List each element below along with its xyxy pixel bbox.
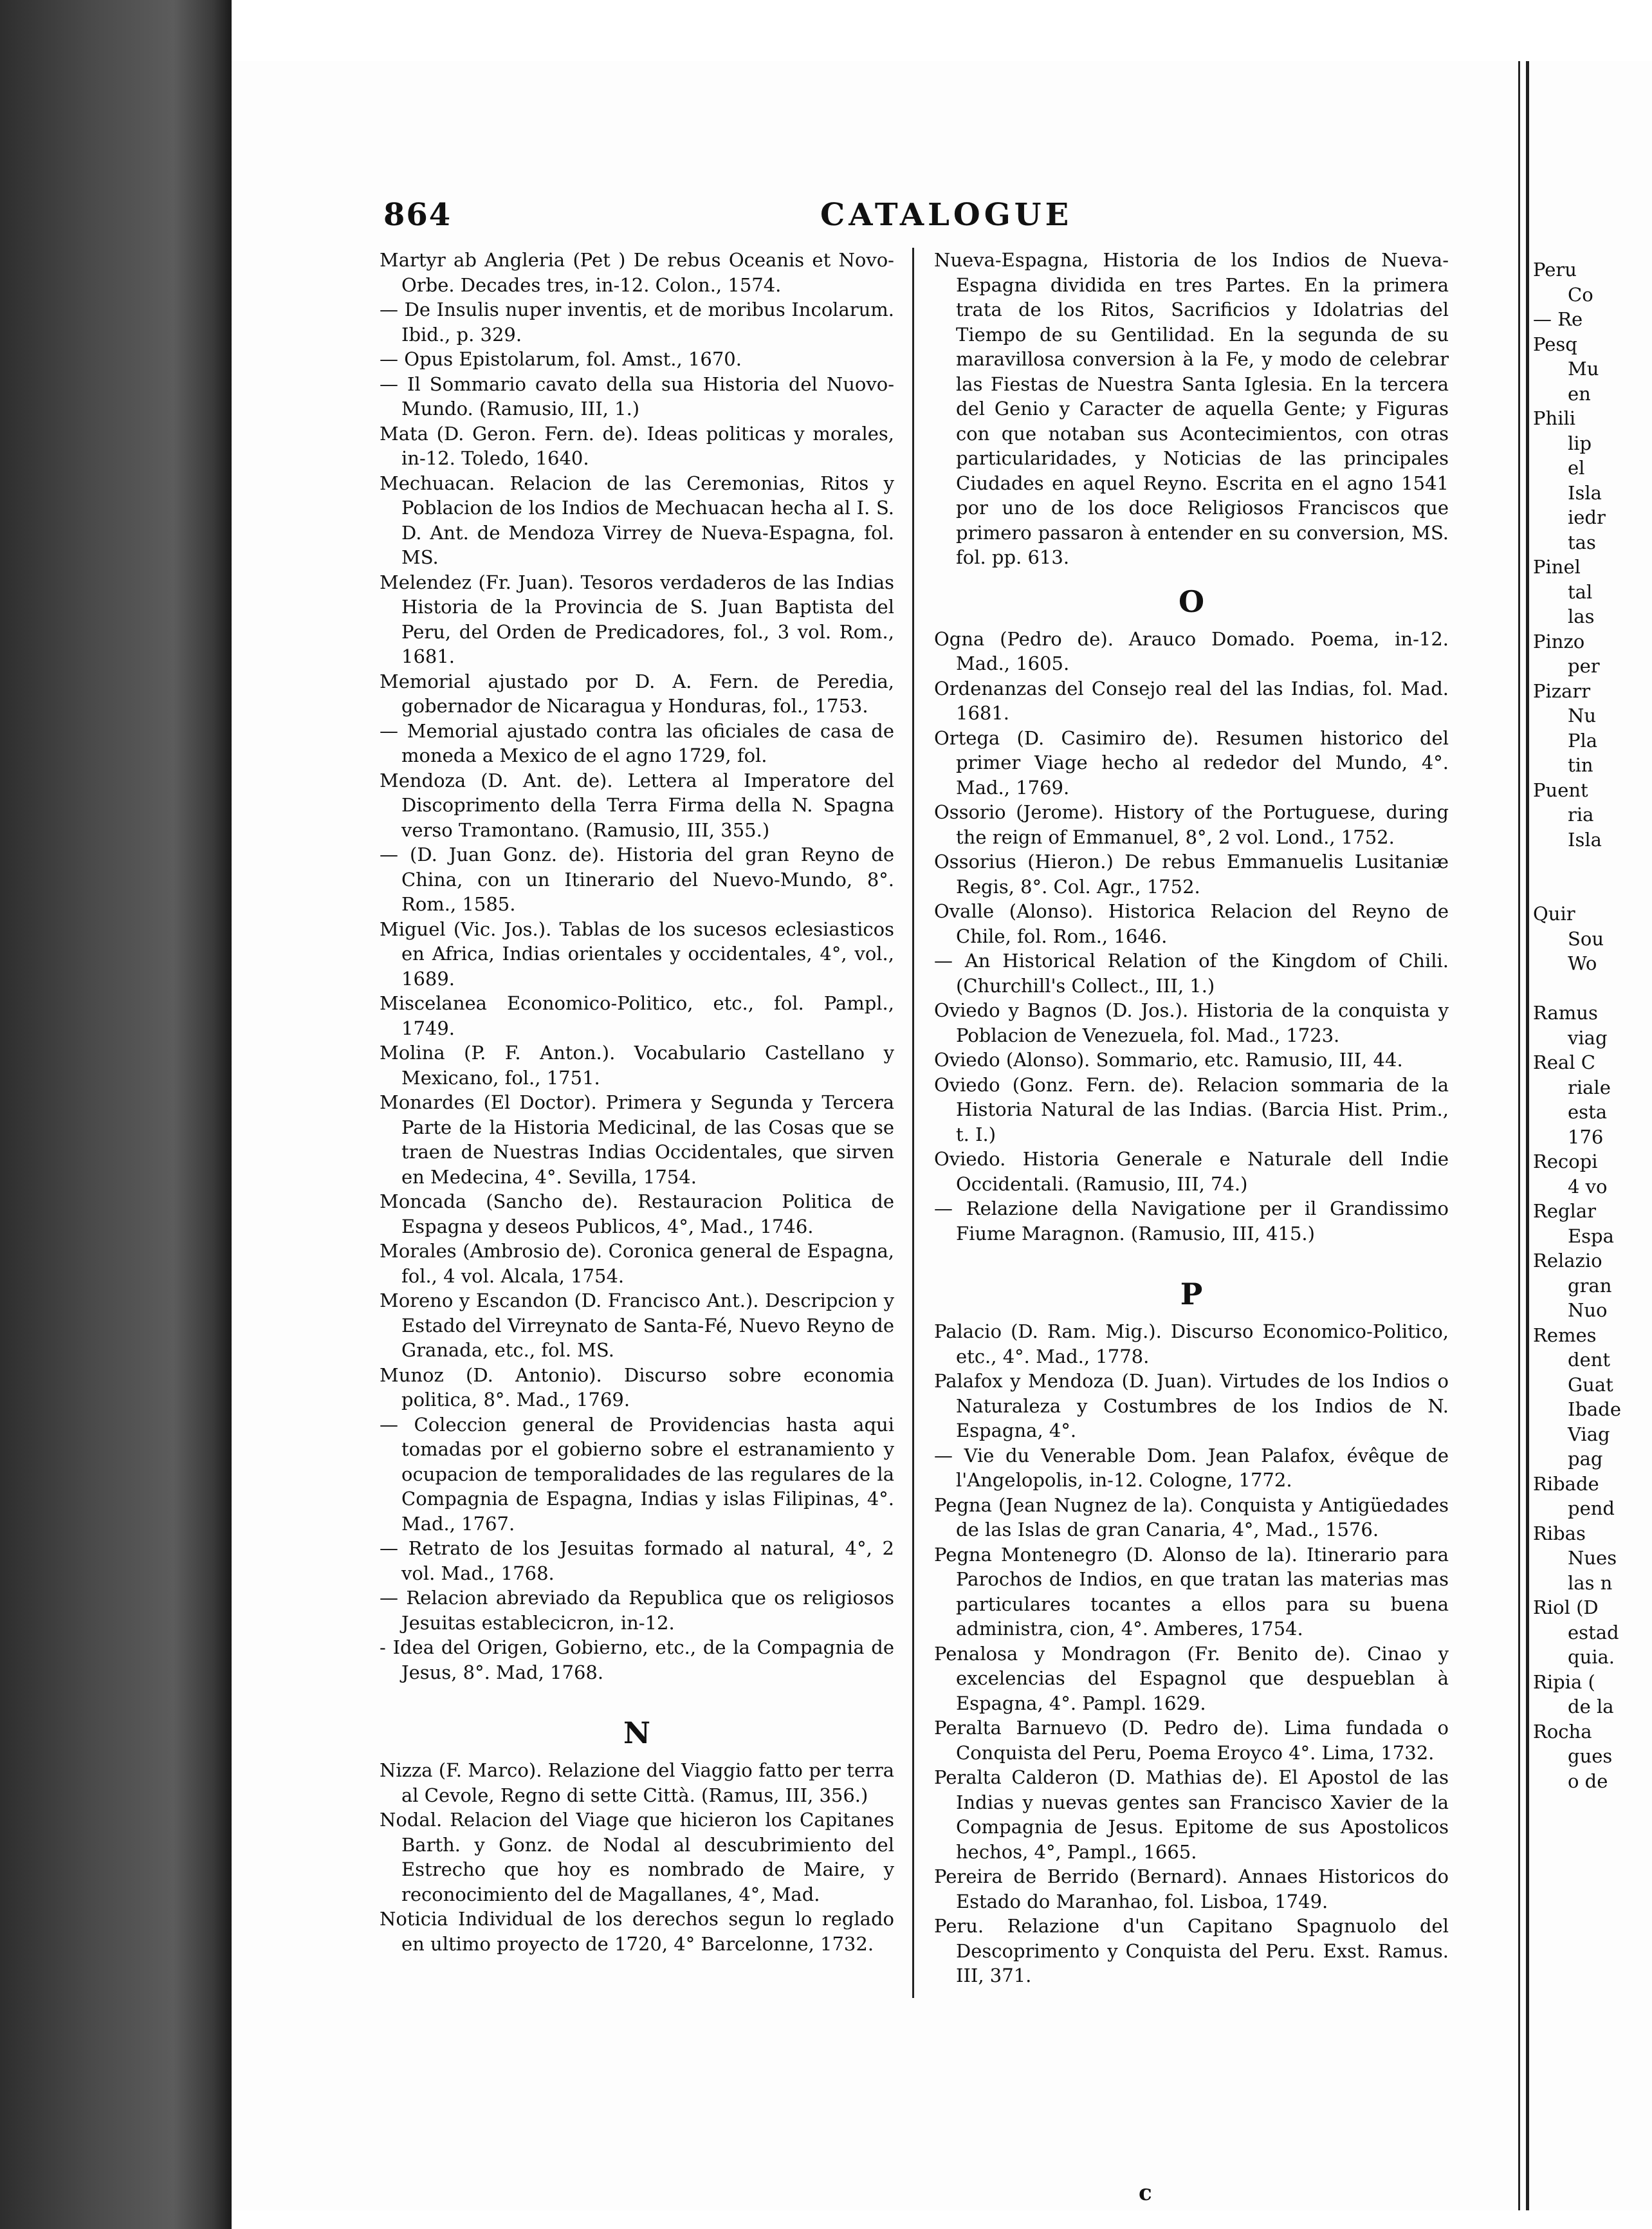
facing-page-line: Relazio [1533, 1250, 1602, 1272]
catalogue-entry: — Il Sommario cavato della sua Historia del Nuovo-Mundo. (Ramusio, III, 1.) [380, 373, 894, 420]
right-column [934, 248, 1449, 1998]
facing-page-line: o de [1568, 1770, 1608, 1792]
facing-page-line: Pinel [1533, 556, 1581, 578]
catalogue-entry: Ossorius (Hieron.) De rebus Emmanuelis Lusitaniæ Regis, 8°. Col. Agr., 1752. [934, 851, 1449, 898]
catalogue-entry: Monardes (El Doctor). Primera y Segunda y Tercera Parte de la Historia Medicinal, de las Cosas que se traen de Nuestras Indias Occidentales, que sirven en Medecina, 4°. Sevilla, 1754. [380, 1091, 894, 1188]
facing-page-line: Phili [1533, 407, 1576, 429]
facing-page-line: ria [1568, 804, 1594, 826]
facing-page-line: de la [1568, 1696, 1614, 1717]
catalogue-entry: — Relazione della Navigatione per il Grandissimo Fiume Maragnon. (Ramusio, III, 415.) [934, 1198, 1449, 1244]
catalogue-entry: Ogna (Pedro de). Arauco Domado. Poema, in-12. Mad., 1605. [934, 627, 1449, 674]
catalogue-entry: Ovalle (Alonso). Historica Relacion del Reyno de Chile, fol. Rom., 1646. [934, 900, 1449, 947]
scan-mark: c [1139, 2180, 1152, 2206]
facing-page-line: Ribade [1533, 1472, 1599, 1495]
facing-page-line: Isla [1568, 828, 1602, 851]
left-column [380, 248, 894, 1998]
facing-page-line: Ripia ( [1533, 1670, 1595, 1693]
catalogue-entry: — De Insulis nuper inventis, et de moribus Incolarum. Ibid., p. 329. [380, 299, 894, 346]
catalogue-entry: Penalosa y Mondragon (Fr. Benito de). Cinao y excelencias del Espagnol que despueblan à Espagna, 4°. Pampl. 1629. [934, 1642, 1449, 1714]
facing-page-line: gues [1568, 1745, 1613, 1767]
facing-page-line: Wo [1568, 952, 1597, 974]
catalogue-entry: Mendoza (D. Ant. de). Lettera al Imperatore del Discoprimento della Terra Firma della N. Spagna verso Tramontano. (Ramusio, III, 355.) [380, 769, 894, 841]
catalogue-entry: Pegna Montenegro (D. Alonso de la). Itinerario para Parochos de Indios, en que tratan las materias mas particulares tocantes a ellos para su buena administra, cion, 4°. Amberes, 1754. [934, 1543, 1449, 1640]
catalogue-entry: - Idea del Origen, Gobierno, etc., de la Compagnia de Jesus, 8°. Mad, 1768. [380, 1636, 894, 1683]
facing-page-line: Espa [1568, 1225, 1614, 1247]
catalogue-entry: Melendez (Fr. Juan). Tesoros verdaderos de las Indias Historia de la Provincia de S. Juan Baptista del Peru, del Orden de Predicadores, fol., 3 vol. Rom., 1681. [380, 571, 894, 667]
scan-binding-shadow [0, 0, 232, 2229]
catalogue-entry: Nizza (F. Marco). Relazione del Viaggio fatto per terra al Cevole, Regno di sette Città. (Ramus, III, 356.) [380, 1759, 894, 1806]
left-entries-n [380, 1758, 894, 1956]
catalogue-entry: Ossorio (Jerome). History of the Portuguese, during the reign of Emmanuel, 8°, 2 vol. Lond., 1752. [934, 801, 1449, 848]
facing-page-line: 4 vo [1568, 1175, 1608, 1198]
facing-page-line: Guat [1568, 1373, 1613, 1396]
facing-page-line: Viag [1568, 1423, 1610, 1445]
facing-page-line: viag [1568, 1026, 1608, 1049]
catalogue-entry: Peralta Calderon (D. Mathias de). El Apostol de las Indias y nuevas gentes san Francisco Xavier de la Compagnia de Jesus. Epitome de sus Apostolicos hechos, 4°, Pampl., 1665. [934, 1766, 1449, 1863]
section-gap [934, 1246, 1449, 1262]
facing-page-line [1529, 976, 1652, 1001]
facing-page-line [1529, 877, 1652, 902]
facing-page-line: Recopi [1533, 1151, 1598, 1172]
catalogue-entry: Nueva-Espagna, Historia de los Indios de Nueva-Espagna dividida en tres Partes. En la primera trata de los Ritos, Sacrificios y Idolatrias del Tiempo de su Gentilidad. En la segunda de su maravillosa conversion à la Fe, y modo de celebrar las Fiestas de Nuestra Santa Iglesia. En la tercera del Genio y Caracter de aquella Gente; y Figuras con que notaban sus Acontecimientos, con otras particularidades, y Noticias de las principales Ciudades en aquel Reyno. Escrita en el agno 1541 por uno de los doce Religiosos Franciscos que primero passaron à entender en su conversion, MS. fol. pp. 613. [934, 249, 1449, 568]
facing-page-line: Rocha [1533, 1720, 1592, 1743]
catalogue-entry: Palacio (D. Ram. Mig.). Discurso Economico-Politico, etc., 4°. Mad., 1778. [934, 1320, 1449, 1367]
facing-page-line: Peru [1533, 259, 1577, 281]
facing-page-line: Remes [1533, 1324, 1597, 1346]
catalogue-entry: Memorial ajustado por D. A. Fern. de Peredia, gobernador de Nicaragua y Honduras, fol., 1753. [380, 670, 894, 717]
section-letter-p: P [1180, 1277, 1203, 1311]
facing-page-line: tin [1568, 754, 1593, 776]
facing-page-line: Nuo [1568, 1299, 1608, 1321]
catalogue-entry: Pegna (Jean Nugnez de la). Conquista y Antigüedades de las Islas de gran Canaria, 4°, Mad., 1576. [934, 1494, 1449, 1540]
catalogue-entry: Miguel (Vic. Jos.). Tablas de los sucesos eclesiasticos en Africa, Indias orientales y occidentales, 4°, vol., 1689. [380, 918, 894, 990]
facing-page-line: 176 [1568, 1125, 1604, 1148]
catalogue-entry: — (D. Juan Gonz. de). Historia del gran Reyno de China, con un Itinerario del Nuevo-Mundo, 8°. Rom., 1585. [380, 844, 894, 915]
catalogue-entry: Palafox y Mendoza (D. Juan). Virtudes de los Indios o Naturaleza y Costumbres de los Indios de N. Espagna, 4°. [934, 1370, 1449, 1441]
right-entries-p [934, 1319, 1449, 1988]
catalogue-entry: Ortega (D. Casimiro de). Resumen historico del primer Viage hecho al rededor del Mundo, 4°. Mad., 1769. [934, 726, 1449, 799]
catalogue-entry: Peralta Barnuevo (D. Pedro de). Lima fundada o Conquista del Peru, Poema Eroyco 4°. Lima, 1732. [934, 1717, 1449, 1764]
facing-page-line [1529, 852, 1652, 877]
facing-page-line: dent [1568, 1349, 1611, 1371]
facing-page-line: Isla [1568, 481, 1602, 504]
right-entries-top [934, 248, 1449, 570]
catalogue-entry: Pereira de Berrido (Bernard). Annaes Historicos do Estado do Maranhao, fol. Lisboa, 1749. [934, 1865, 1449, 1912]
facing-page-line: Nues [1568, 1547, 1617, 1569]
facing-page-line: gran [1568, 1274, 1612, 1297]
facing-page-line: pend [1568, 1497, 1615, 1519]
facing-page-line: quia. [1568, 1646, 1615, 1668]
facing-page-line: Ibade [1568, 1398, 1622, 1420]
section-gap [380, 1685, 894, 1701]
catalogue-entry: Miscelanea Economico-Politico, etc., fol. Pampl., 1749. [380, 992, 894, 1039]
facing-page-line: tas [1568, 531, 1596, 553]
catalogue-entry: — Relacion abreviado da Republica que os religiosos Jesuitas establecicron, in-12. [380, 1587, 894, 1634]
facing-page-line: Ramus [1533, 1002, 1598, 1024]
section-letter-o: O [1178, 584, 1205, 619]
catalogue-entry: Moreno y Escandon (D. Francisco Ant.). Descripcion y Estado del Virreynato de Santa-Fé, Nuevo Reyno de Granada, etc., fol. MS. [380, 1290, 894, 1361]
facing-page-line: Mu [1568, 358, 1599, 380]
facing-page-line: Pesq [1533, 333, 1577, 355]
facing-page-line: Reglar [1533, 1200, 1596, 1222]
facing-page-line: riale [1568, 1076, 1611, 1098]
catalogue-entry: — Memorial ajustado contra las oficiales de casa de moneda a Mexico de el agno 1729, fol. [380, 719, 894, 766]
facing-page-line: Ribas [1533, 1522, 1586, 1544]
facing-page-lines [1529, 61, 1652, 1793]
section-letter-n: N [623, 1716, 651, 1750]
catalogue-entry: Molina (P. F. Anton.). Vocabulario Castellano y Mexicano, fol., 1751. [380, 1042, 894, 1089]
facing-page-line: Pizarr [1533, 680, 1591, 702]
catalogue-entry: Mechuacan. Relacion de las Ceremonias, Ritos y Poblacion de los Indios de Mechuacan hecha al I. S. D. Ant. de Mendoza Virrey de Nueva-Espagna, fol. MS. [380, 472, 894, 568]
left-entries [380, 248, 894, 1685]
catalogue-entry: Oviedo y Bagnos (D. Jos.). Historia de la conquista y Poblacion de Venezuela, fol. Mad., 1723. [934, 999, 1449, 1046]
catalogue-entry: Munoz (D. Antonio). Discurso sobre economia politica, 8°. Mad., 1769. [380, 1364, 894, 1410]
facing-page-line: Riol (D [1533, 1596, 1599, 1618]
facing-page-line: Quir [1533, 903, 1575, 925]
catalogue-entry: Ordenanzas del Consejo real del las Indias, fol. Mad. 1681. [934, 677, 1449, 724]
catalogue-entry: — Coleccion general de Providencias hasta aqui tomadas por el gobierno sobre el estranamiento y ocupacion de temporalidades de las regulares de la Compagnia de Espagna, Indias y islas Filipinas, 4°. Mad., 1767. [380, 1413, 894, 1535]
facing-page-line: las n [1568, 1571, 1613, 1594]
catalogue-entry: Oviedo (Alonso). Sommario, etc. Ramusio, III, 44. [934, 1049, 1403, 1071]
facing-page-line: Real C [1533, 1051, 1595, 1073]
facing-page-line: Sou [1568, 927, 1604, 950]
facing-page-line: Pinzo [1533, 630, 1585, 652]
column-rule [912, 248, 914, 1998]
catalogue-entry: Oviedo. Historia Generale e Naturale dell Indie Occidentali. (Ramusio, III, 74.) [934, 1148, 1449, 1195]
catalogue-entry: — An Historical Relation of the Kingdom of Chili. (Churchill's Collect., III, 1.) [934, 950, 1449, 997]
facing-page-line: per [1568, 655, 1600, 677]
catalogue-entry: Oviedo (Gonz. Fern. de). Relacion sommaria de la Historia Natural de las Indias. (Barcia Hist. Prim., t. I.) [934, 1073, 1449, 1145]
catalogue-entry: Mata (D. Geron. Fern. de). Ideas politicas y morales, in-12. Toledo, 1640. [380, 422, 894, 469]
facing-page-line: Puent [1533, 779, 1588, 801]
facing-page-line: tal [1568, 580, 1593, 603]
catalogue-entry: — Vie du Venerable Dom. Jean Palafox, évêque de l'Angelopolis, in-12. Cologne, 1772. [934, 1444, 1449, 1491]
facing-page-line: Nu [1568, 705, 1597, 726]
facing-page-line: lip [1568, 432, 1592, 454]
catalogue-entry: Morales (Ambrosio de). Coronica general de Espagna, fol., 4 vol. Alcala, 1754. [380, 1240, 894, 1287]
catalogue-entry: Peru. Relazione d'un Capitano Spagnuolo del Descoprimento y Conquista del Peru. Exst. Ramus. III, 371. [934, 1915, 1449, 1986]
catalogue-entry: Nodal. Relacion del Viage que hicieron los Capitanes Barth. y Gonz. de Nodal al descubrimiento del Estrecho que hoy es nombrado de Maire, y reconocimiento del de Magallanes, 4°, Mad. [380, 1809, 894, 1905]
facing-page-line: el [1568, 457, 1585, 479]
catalogue-entry: Noticia Individual de los derechos segun lo reglado en ultimo proyecto de 1720, 4° Barcelonne, 1732. [380, 1908, 894, 1955]
right-entries-o [934, 627, 1449, 1246]
facing-page-line: Co [1568, 283, 1593, 306]
facing-page-line: en [1568, 382, 1591, 405]
facing-page-line: las [1568, 606, 1595, 627]
facing-page-line: iedr [1568, 506, 1606, 528]
facing-page-line: pag [1568, 1448, 1603, 1470]
facing-page-line: Pla [1568, 729, 1598, 752]
page-number: 864 [383, 197, 452, 233]
running-head: CATALOGUE [820, 197, 1073, 233]
catalogue-entry: Martyr ab Angleria (Pet ) De rebus Oceanis et Novo-Orbe. Decades tres, in-12. Colon., 1574. [380, 249, 894, 296]
facing-page-strip [1526, 61, 1652, 2210]
catalogue-entry: — Retrato de los Jesuitas formado al natural, 4°, 2 vol. Mad., 1768. [380, 1537, 894, 1584]
facing-page-line: estad [1568, 1621, 1619, 1643]
catalogue-entry: — Opus Epistolarum, fol. Amst., 1670. [380, 348, 742, 370]
catalogue-entry: Moncada (Sancho de). Restauracion Politica de Espagna y deseos Publicos, 4°, Mad., 1746. [380, 1190, 894, 1237]
facing-page-line: esta [1568, 1101, 1607, 1123]
facing-page-line: — Re [1533, 308, 1583, 330]
